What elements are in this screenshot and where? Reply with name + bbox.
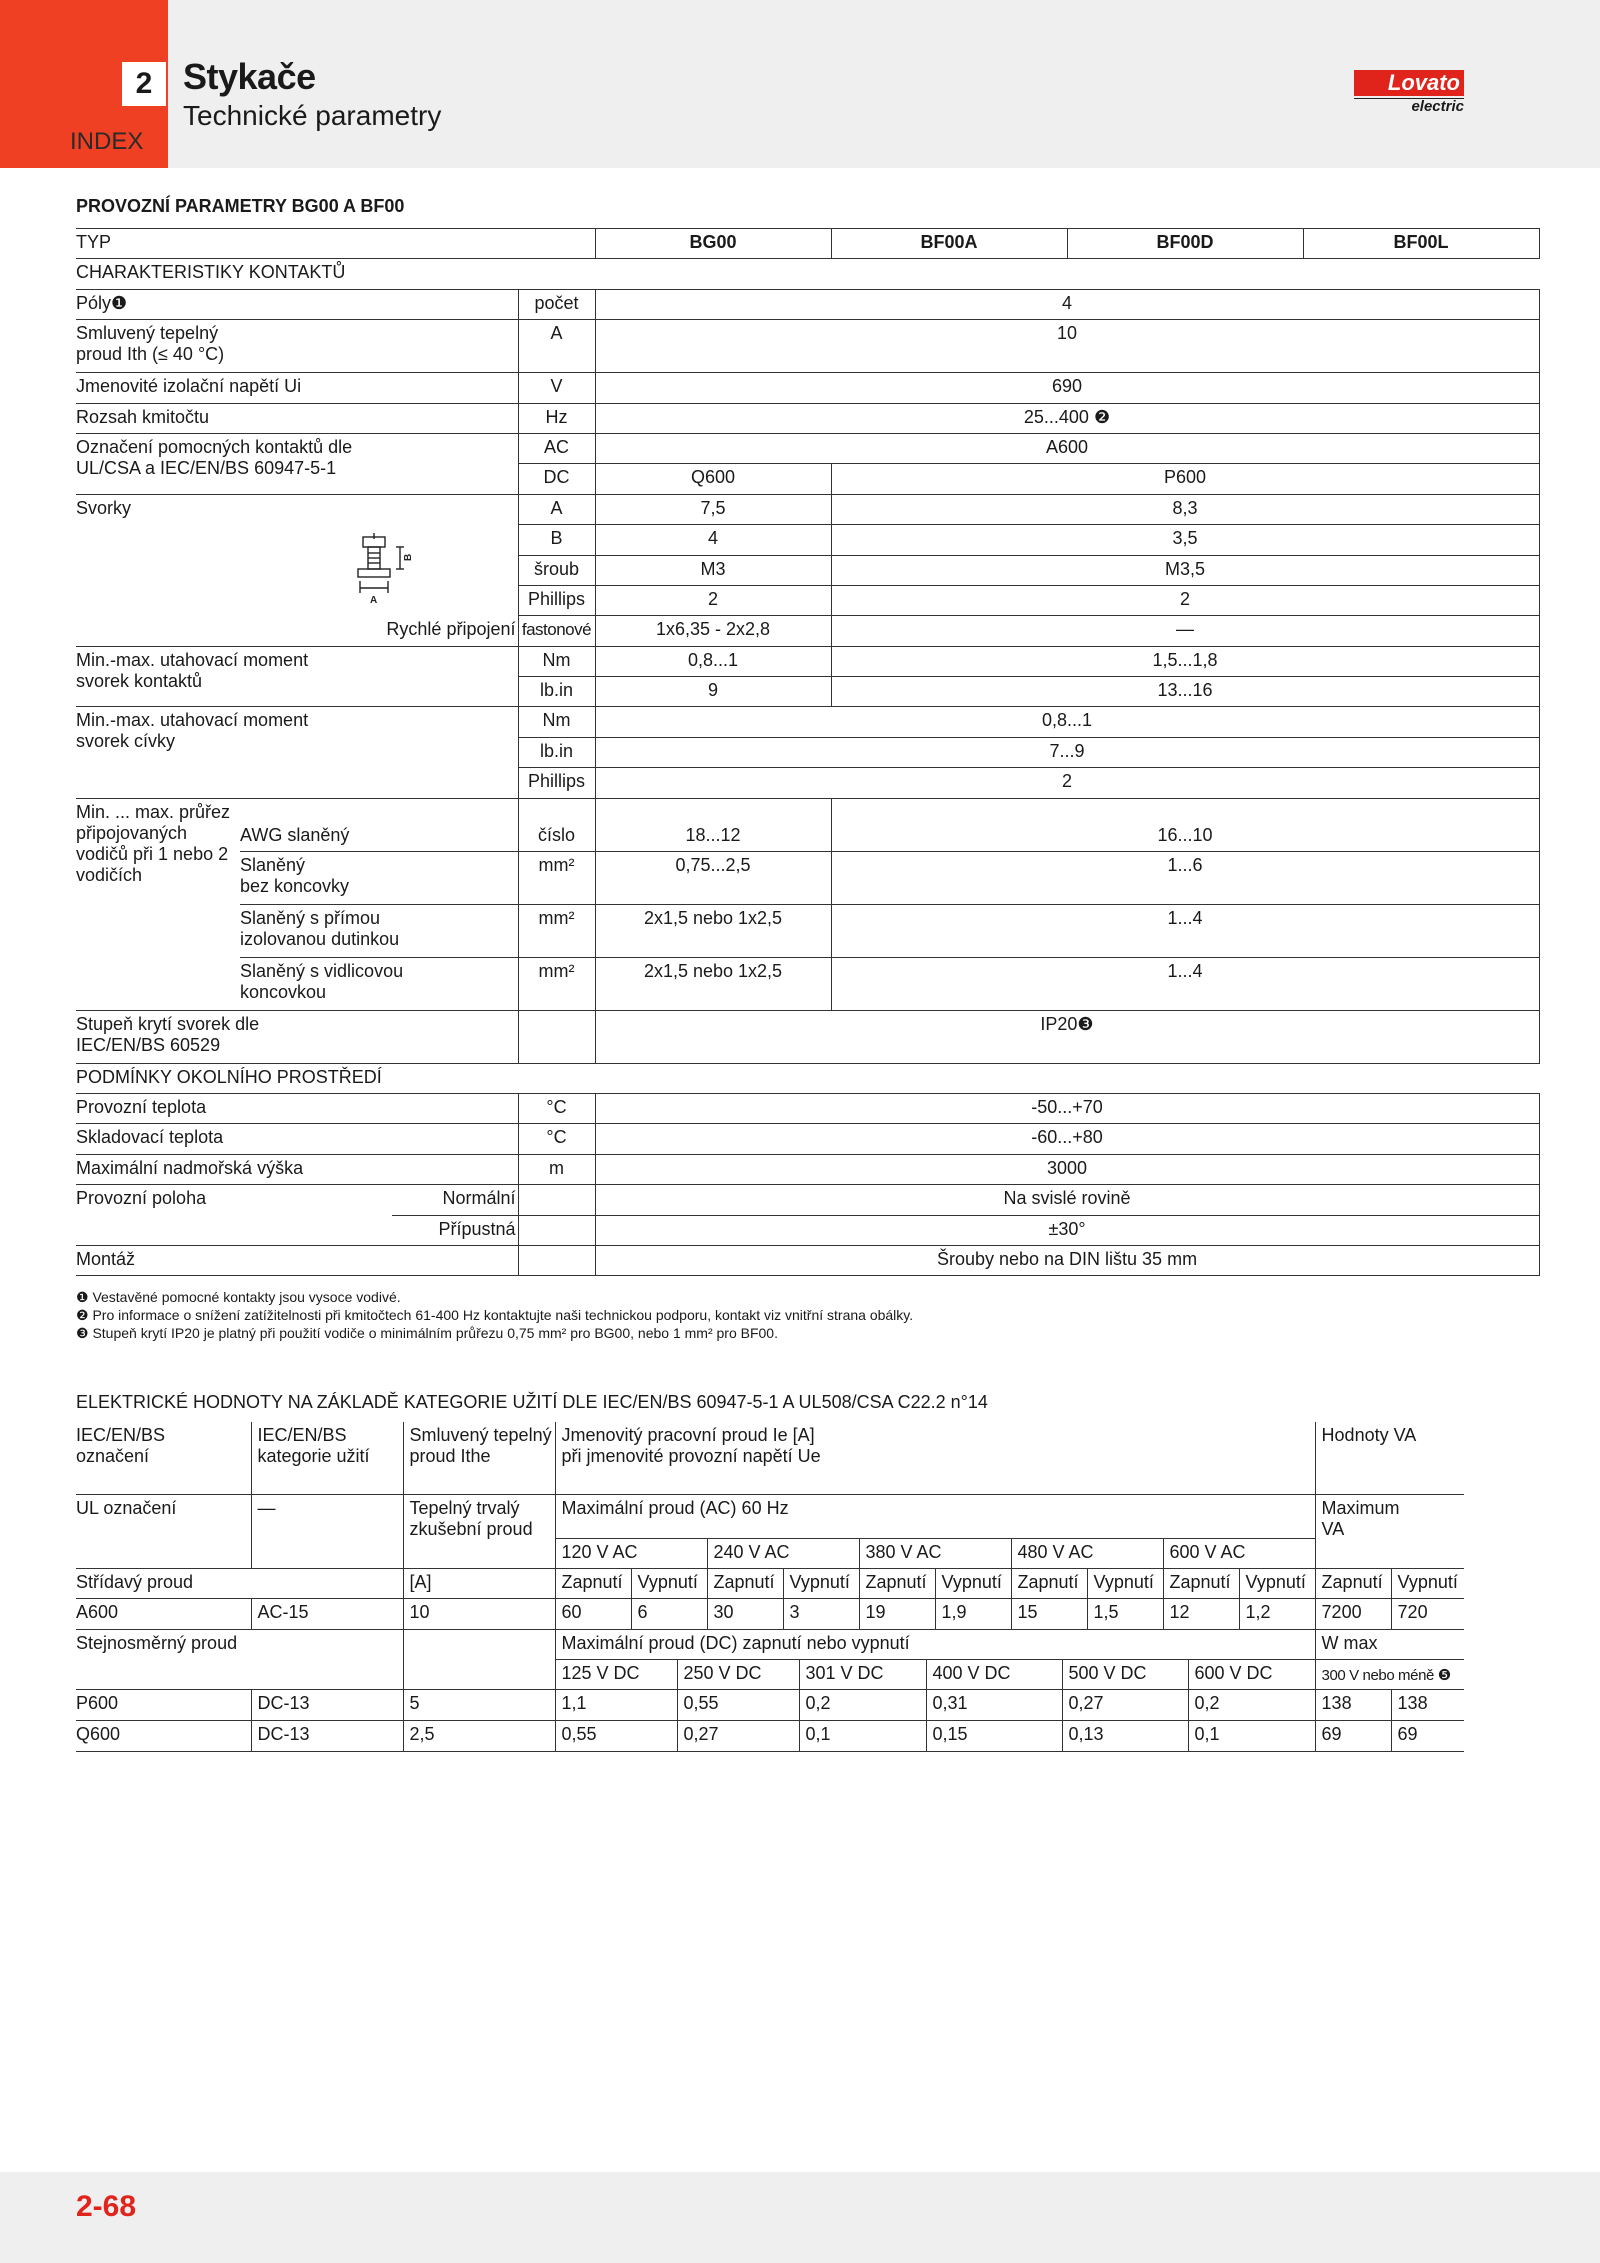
page-title: Stykače: [183, 56, 316, 97]
cell: 720: [1391, 1599, 1464, 1629]
cell: 0,2: [1188, 1690, 1315, 1720]
fork-bf: 1...4: [831, 957, 1539, 1010]
st-temp-unit: °C: [518, 1124, 595, 1154]
table-row: [76, 798, 1539, 851]
make-label: Zapnutí: [859, 1568, 935, 1598]
term-b-unit: B: [518, 525, 595, 555]
group-env: PODMÍNKY OKOLNÍHO PROSTŘEDÍ: [76, 1063, 1539, 1093]
model-bg00: BG00: [595, 229, 831, 259]
cell: 138: [1315, 1690, 1391, 1721]
dc-300: 300 V nebo méně ❺: [1315, 1660, 1464, 1690]
table-row: [76, 494, 1539, 524]
tc-lbin-bf: 13...16: [831, 677, 1539, 707]
st-temp-value: -60...+80: [595, 1124, 1539, 1154]
cell: 138: [1391, 1690, 1464, 1721]
tcc-phillips-unit: Phillips: [518, 768, 595, 798]
break-label: Vypnutí: [1087, 1568, 1163, 1598]
ac-voltage: 600 V AC: [1163, 1538, 1315, 1568]
dc-max: Maximální proud (DC) zapnutí nebo vypnutí: [555, 1629, 1315, 1659]
make-label: Zapnutí: [1011, 1568, 1087, 1598]
section1-title: PROVOZNÍ PARAMETRY BG00 A BF00: [76, 196, 405, 216]
poles-unit: počet: [518, 289, 595, 319]
cell: 1,5: [1087, 1599, 1163, 1629]
quick-unit: fastonové: [518, 616, 595, 646]
dc-wmax: W max: [1315, 1629, 1464, 1659]
cell: A600: [76, 1599, 251, 1629]
ith-unit: A: [518, 320, 595, 373]
table-row: [76, 1690, 1464, 1721]
alt-label: Maximální nadmořská výška: [76, 1154, 518, 1184]
freq-value: 25...400 ❷: [595, 403, 1539, 433]
ul-dash: —: [251, 1494, 403, 1568]
break-label: Vypnutí: [935, 1568, 1011, 1598]
op-temp-label: Provozní teplota: [76, 1094, 518, 1124]
awg-bg: 18...12: [595, 798, 831, 851]
ui-unit: V: [518, 373, 595, 403]
cell: 7200: [1315, 1599, 1391, 1629]
table-row: [76, 1568, 1464, 1598]
term-b-bg: 4: [595, 525, 831, 555]
footnote-3: ❸ Stupeň krytí IP20 je platný při použití vodiče o minimálním průřezu 0,75 mm² pro BG00, nebo 1 mm² pro BF00.: [76, 1325, 778, 1341]
screw-unit: šroub: [518, 555, 595, 585]
stranded-label: Slaněný bez koncovky: [240, 851, 518, 904]
type-label: TYP: [76, 229, 518, 259]
awg-label: AWG slaněný: [240, 798, 518, 851]
stranded-bg: 0,75...2,5: [595, 851, 831, 904]
cell: 69: [1391, 1721, 1464, 1752]
page-subtitle: Technické parametry: [183, 100, 442, 131]
cell: 0,1: [799, 1721, 926, 1751]
tc-lbin-unit: lb.in: [518, 677, 595, 707]
ac-label: Střídavý proud: [76, 1568, 403, 1598]
mount-value: Šrouby nebo na DIN lištu 35 mm: [595, 1245, 1539, 1275]
svg-text:B: B: [403, 553, 414, 561]
ul-label: UL označení: [76, 1497, 177, 1518]
dc-label: Stejnosměrný proud: [76, 1629, 403, 1690]
quick-label: Rychlé připojení: [76, 616, 518, 646]
h-col4: Jmenovitý pracovní proud Ie [A] při jmenovité provozní napětí Ue: [555, 1422, 1315, 1494]
logo-subtext: electric: [1354, 98, 1464, 115]
svg-text:A: A: [370, 595, 378, 606]
op-temp-unit: °C: [518, 1094, 595, 1124]
ferrule-bf: 1...4: [831, 904, 1539, 957]
table-row: [76, 229, 1539, 259]
pos-allowed-value: ±30°: [595, 1215, 1539, 1245]
tc-nm-unit: Nm: [518, 646, 595, 676]
chapter-number: 2: [122, 62, 166, 106]
electrical-values-table: [76, 1422, 1464, 1752]
cell: 0,2: [799, 1690, 926, 1720]
ul-thermal: Tepelný trvalý zkušební proud: [403, 1494, 555, 1568]
alt-value: 3000: [595, 1154, 1539, 1184]
table-row: [76, 1063, 1539, 1093]
aux-ac-value: A600: [595, 433, 1539, 463]
cell: 0,31: [926, 1690, 1062, 1720]
cell: 0,1: [1188, 1721, 1315, 1751]
table-row: [76, 616, 1539, 646]
make-label: Zapnutí: [707, 1568, 783, 1598]
cell: 0,55: [561, 1724, 597, 1745]
mount-label: Montáž: [76, 1245, 518, 1275]
table-row: [76, 403, 1539, 433]
terminal-screw-icon: [338, 531, 418, 609]
ferrule-bg: 2x1,5 nebo 1x2,5: [595, 904, 831, 957]
stranded-bf: 1...6: [831, 851, 1539, 904]
dc-voltage: 500 V DC: [1062, 1660, 1188, 1689]
freq-unit: Hz: [518, 403, 595, 433]
cell: DC-13: [251, 1690, 403, 1721]
cell: 1,9: [935, 1599, 1011, 1629]
awg-bf: 16...10: [831, 798, 1539, 851]
p600-dc-values: [556, 1690, 1315, 1720]
ac-voltage: 120 V AC: [555, 1538, 707, 1568]
break-label: Vypnutí: [1391, 1568, 1464, 1598]
cell: 60: [555, 1599, 631, 1629]
cell: 15: [1011, 1599, 1087, 1629]
aux-label: Označení pomocných kontaktů dle UL/CSA a IEC/EN/BS 60947-5-1: [76, 433, 518, 494]
ip-value: IP20❸: [595, 1010, 1539, 1063]
cell: AC-15: [251, 1599, 403, 1629]
ac-voltage: 240 V AC: [707, 1538, 859, 1568]
screw-bg: M3: [595, 555, 831, 585]
dc-voltage: 250 V DC: [677, 1660, 799, 1689]
model-bf00a: BF00A: [831, 229, 1067, 259]
term-a-bf: 8,3: [831, 494, 1539, 524]
tc-lbin-bg: 9: [595, 677, 831, 707]
ith-label: Smluvený tepelný proud Ith (≤ 40 °C): [76, 320, 518, 373]
model-bf00l: BF00L: [1303, 229, 1539, 259]
op-temp-value: -50...+70: [595, 1094, 1539, 1124]
freq-label: Rozsah kmitočtu: [76, 403, 518, 433]
ui-label: Jmenovité izolační napětí Ui: [76, 373, 518, 403]
fork-bg: 2x1,5 nebo 1x2,5: [595, 957, 831, 1010]
pos-allowed-label: Přípustná: [392, 1215, 518, 1245]
table-row: [76, 1010, 1539, 1063]
ul-max-va: Maximum VA: [1315, 1494, 1464, 1568]
term-a-bg: 7,5: [595, 494, 831, 524]
tcc-nm-value: 0,8...1: [595, 707, 1539, 737]
ac-voltage: 480 V AC: [1011, 1538, 1163, 1568]
make-label: Zapnutí: [1163, 1568, 1239, 1598]
break-label: Vypnutí: [631, 1568, 707, 1598]
section2-title: ELEKTRICKÉ HODNOTY NA ZÁKLADĚ KATEGORIE UŽITÍ DLE IEC/EN/BS 60947-5-1 A UL508/CSA C22.2 n°14: [76, 1392, 988, 1412]
cell: Q600: [76, 1721, 251, 1752]
ith-value: 10: [595, 320, 1539, 373]
table-row: [76, 1154, 1539, 1184]
ac-voltage: 380 V AC: [859, 1538, 1011, 1568]
stranded-unit: mm²: [518, 851, 595, 904]
dc-voltage: 301 V DC: [799, 1660, 926, 1689]
tcc-lbin-value: 7...9: [595, 737, 1539, 767]
index-link[interactable]: INDEX: [70, 128, 144, 155]
tcc-nm-unit: Nm: [518, 707, 595, 737]
pos-normal-label: Normální: [392, 1185, 518, 1215]
table-row: [76, 1094, 1539, 1124]
cell: 30: [707, 1599, 783, 1629]
cell: 2,5: [403, 1721, 555, 1752]
cross-section-label: Min. ... max. průřez připojovaných vodičů při 1 nebo 2 vodičích: [76, 798, 240, 1010]
footnote-2: ❷ Pro informace o snížení zatížitelnosti při kmitočtech 61-400 Hz kontaktujte naši technickou podporu, kontakt viz vnitřní strana obálky.: [76, 1307, 914, 1323]
table-row: [76, 1599, 1464, 1629]
logo-text: Lovato: [1354, 70, 1464, 96]
ac-unit: [A]: [403, 1568, 555, 1598]
terminals-label: Svorky: [76, 497, 132, 518]
phillips-unit: Phillips: [518, 585, 595, 615]
table-row: [76, 433, 1539, 463]
table-row: [76, 851, 1539, 904]
table-row: [76, 1422, 1464, 1494]
footer-band: [0, 2172, 1600, 2263]
quick-bg: 1x6,35 - 2x2,8: [595, 616, 831, 646]
ferrule-unit: mm²: [518, 904, 595, 957]
operating-params-table: [76, 228, 1539, 1276]
table-row: [76, 707, 1539, 737]
table-row: [76, 646, 1539, 676]
screw-bf: M3,5: [831, 555, 1539, 585]
cell: 1,2: [1239, 1599, 1315, 1629]
pos-label: Provozní poloha: [76, 1185, 392, 1246]
cell: 10: [403, 1599, 555, 1629]
cell: 3: [783, 1599, 859, 1629]
ui-value: 690: [595, 373, 1539, 403]
lovato-logo: [1354, 70, 1464, 115]
poles-label: Póly❶: [76, 289, 518, 319]
group-contacts: CHARAKTERISTIKY KONTAKTŮ: [76, 259, 1539, 289]
aux-dc-unit: DC: [518, 464, 595, 494]
table-row: [76, 1629, 1464, 1659]
phillips-bg: 2: [595, 585, 831, 615]
st-temp-label: Skladovací teplota: [76, 1124, 518, 1154]
ferrule-label: Slaněný s přímou izolovanou dutinkou: [240, 904, 518, 957]
h-col5: Hodnoty VA: [1315, 1422, 1464, 1494]
cell: 5: [403, 1690, 555, 1721]
table-row: [76, 1124, 1539, 1154]
table-row: [76, 1721, 1464, 1752]
cell: 6: [631, 1599, 707, 1629]
dc-voltage: 400 V DC: [926, 1660, 1062, 1689]
page-number: 2-68: [76, 2190, 137, 2223]
table-row: [76, 904, 1539, 957]
aux-dc-bg: Q600: [595, 464, 831, 494]
dc-voltage: 600 V DC: [1188, 1660, 1315, 1689]
cell: 0,27: [1062, 1690, 1188, 1720]
torque-coil-label: Min.-max. utahovací moment svorek cívky: [76, 707, 518, 798]
h-col2: IEC/EN/BS kategorie užití: [251, 1422, 403, 1494]
cell: 0,15: [926, 1721, 1062, 1751]
cell: P600: [76, 1690, 251, 1721]
fork-label: Slaněný s vidlicovou koncovkou: [240, 957, 518, 1010]
table-row: [76, 289, 1539, 319]
ul-max-ac: Maximální proud (AC) 60 Hz: [555, 1494, 1315, 1538]
break-label: Vypnutí: [783, 1568, 859, 1598]
dc-voltage-row: [556, 1660, 1315, 1689]
pos-normal-value: Na svislé rovině: [595, 1185, 1539, 1215]
dc-voltage: 125 V DC: [561, 1663, 640, 1684]
cell: 0,13: [1062, 1721, 1188, 1751]
awg-unit: číslo: [518, 798, 595, 851]
h-col3: Smluvený tepelný proud Ithe: [403, 1422, 555, 1494]
table-row: [76, 957, 1539, 1010]
cell: 0,27: [677, 1721, 799, 1751]
make-label: Zapnutí: [555, 1568, 631, 1598]
tcc-phillips-value: 2: [595, 768, 1539, 798]
aux-dc-bf: P600: [831, 464, 1539, 494]
ip-label: Stupeň krytí svorek dle IEC/EN/BS 60529: [76, 1010, 518, 1063]
cell: 12: [1163, 1599, 1239, 1629]
alt-unit: m: [518, 1154, 595, 1184]
table-row: [76, 373, 1539, 403]
q600-dc-values: [556, 1721, 1315, 1751]
cell: 1,1: [561, 1693, 587, 1714]
term-b-bf: 3,5: [831, 525, 1539, 555]
table-row: [76, 1245, 1539, 1275]
table-row: [76, 1185, 1539, 1215]
quick-bf: —: [831, 616, 1539, 646]
footnote-1: ❶ Vestavěné pomocné kontakty jsou vysoce vodivé.: [76, 1289, 401, 1305]
make-label: Zapnutí: [1315, 1568, 1391, 1598]
cell: DC-13: [251, 1721, 403, 1752]
tc-nm-bf: 1,5...1,8: [831, 646, 1539, 676]
model-bf00d: BF00D: [1067, 229, 1303, 259]
h-col1: IEC/EN/BS označení: [76, 1422, 251, 1494]
phillips-bf: 2: [831, 585, 1539, 615]
tc-nm-bg: 0,8...1: [595, 646, 831, 676]
break-label: Vypnutí: [1239, 1568, 1315, 1598]
term-a-unit: A: [518, 494, 595, 524]
table-row: [76, 259, 1539, 289]
cell: 19: [859, 1599, 935, 1629]
aux-ac-unit: AC: [518, 433, 595, 463]
table-row: [76, 1494, 1464, 1538]
cell: 69: [1315, 1721, 1391, 1752]
cell: 0,55: [677, 1690, 799, 1720]
footnotes: [76, 1288, 913, 1342]
tcc-lbin-unit: lb.in: [518, 737, 595, 767]
table-row: [76, 320, 1539, 373]
fork-unit: mm²: [518, 957, 595, 1010]
torque-contacts-label: Min.-max. utahovací moment svorek kontaktů: [76, 646, 518, 707]
poles-value: 4: [595, 289, 1539, 319]
